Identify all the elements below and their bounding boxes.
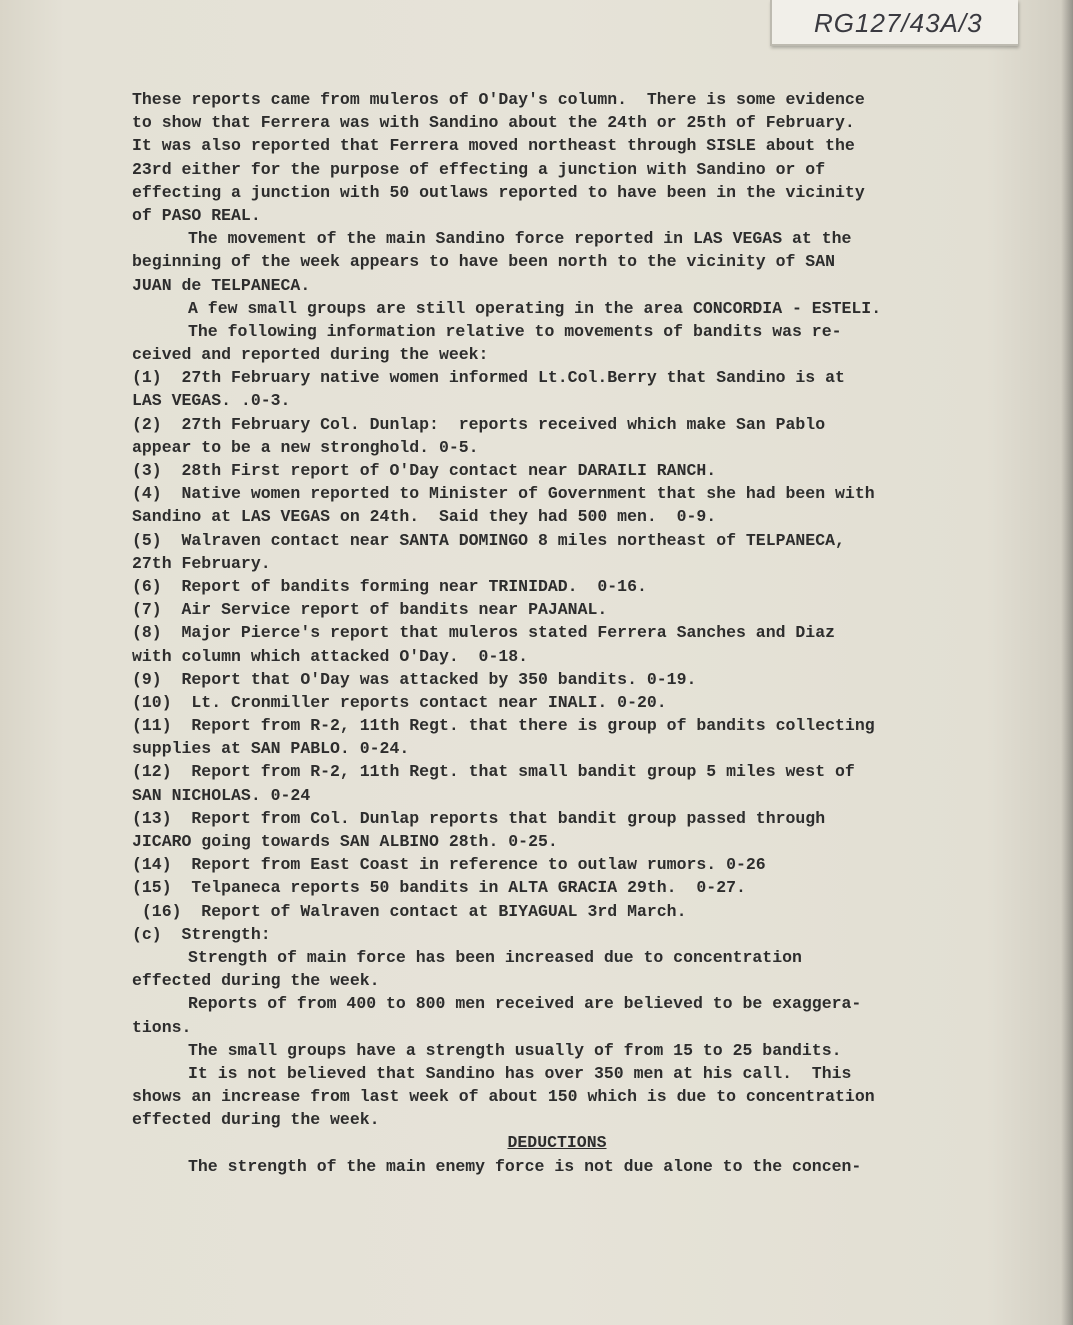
archive-label: RG127/43A/3 [814,8,983,38]
report-item: (5) Walraven contact near SANTA DOMINGO 8 miles northeast of TELPANECA, [132,530,845,550]
deductions-heading-text: DEDUCTIONS [507,1133,607,1153]
text-line: tions. [132,1017,192,1037]
text-line: of PASO REAL. [132,205,261,225]
report-item: (7) Air Service report of bandits near PAJANAL. [132,600,608,620]
text-line: effected during the week. [132,971,380,991]
text-line: 27th February. [132,553,271,573]
text-line: LAS VEGAS. .0-3. [132,391,291,411]
text-line: Strength of main force has been increased due to concentration [188,947,802,967]
text-line: JUAN de TELPANECA. [132,275,311,295]
text-line: JICARO going towards SAN ALBINO 28th. 0-25. [132,832,558,851]
text-line: effected during the week. [132,1110,380,1130]
report-item: (6) Report of bandits forming near TRINIDAD. 0-16. [132,576,647,596]
text-line: The strength of the main enemy force is not due alone to the concen- [188,1156,862,1176]
text-line: effecting a junction with 50 outlaws reported to have been in the vicinity [132,182,865,202]
text-line: SAN NICHOLAS. 0-24 [132,785,311,805]
report-item: (14) Report from East Coast in reference to outlaw rumors. 0-26 [132,855,766,875]
text-line: supplies at SAN PABLO. 0-24. [132,739,410,759]
text-line: to show that Ferrera was with Sandino about the 24th or 25th of February. [132,113,855,133]
report-item: (8) Major Pierce's report that muleros stated Ferrera Sanches and Diaz [132,623,836,643]
text-line: It is not believed that Sandino has over 350 men at his call. This [188,1063,852,1083]
text-line: 23rd either for the purpose of effecting a junction with Sandino or of [132,159,826,179]
text-line: A few small groups are still operating in the area CONCORDIA - ESTELI. [188,298,882,318]
report-item: (15) Telpaneca reports 50 bandits in ALTA GRACIA 29th. 0-27. [132,878,746,898]
text-line: Reports of from 400 to 800 men received are believed to be exaggera- [188,994,862,1014]
report-item: (9) Report that O'Day was attacked by 350 bandits. 0-19. [132,669,697,689]
report-item: (16) Report of Walraven contact at BIYAGUAL 3rd March. [132,901,687,921]
archive-tab [770,0,1018,46]
text-line: appear to be a new stronghold. 0-5. [132,437,479,457]
report-item: (13) Report from Col. Dunlap reports that bandit group passed through [132,808,826,828]
report-item: (12) Report from R-2, 11th Regt. that small bandit group 5 miles west of [132,762,855,782]
text-line: shows an increase from last week of about 150 which is due to concentration [132,1087,875,1107]
report-item: (4) Native women reported to Minister of Government that she had been with [132,484,875,504]
text-line: The movement of the main Sandino force reported in LAS VEGAS at the [188,229,852,249]
text-line: The small groups have a strength usually of from 15 to 25 bandits. [188,1040,842,1060]
text-line: These reports came from muleros of O'Day's column. There is some evidence [132,90,865,109]
report-item: (3) 28th First report of O'Day contact near DARAILI RANCH. [132,461,717,480]
text-line: The following information relative to movements of bandits was re- [188,321,842,341]
text-line: beginning of the week appears to have been north to the vicinity of SAN [132,252,836,272]
text-line: with column which attacked O'Day. 0-18. [132,646,529,666]
section-heading-strength: (c) Strength: [132,924,271,944]
report-item: (2) 27th February Col. Dunlap: reports received which make San Pablo [132,414,826,434]
document-body [132,88,1002,1178]
report-item: (11) Report from R-2, 11th Regt. that there is group of bandits collecting [132,716,875,736]
text-line: It was also reported that Ferrera moved northeast through SISLE about the [132,136,855,156]
text-line: Sandino at LAS VEGAS on 24th. Said they had 500 men. 0-9. [132,507,717,527]
report-item: (10) Lt. Cronmiller reports contact near INALI. 0-20. [132,692,667,712]
deductions-heading [132,1131,1002,1154]
text-line: ceived and reported during the week: [132,345,489,365]
report-item: (1) 27th February native women informed Lt.Col.Berry that Sandino is at [132,368,845,388]
